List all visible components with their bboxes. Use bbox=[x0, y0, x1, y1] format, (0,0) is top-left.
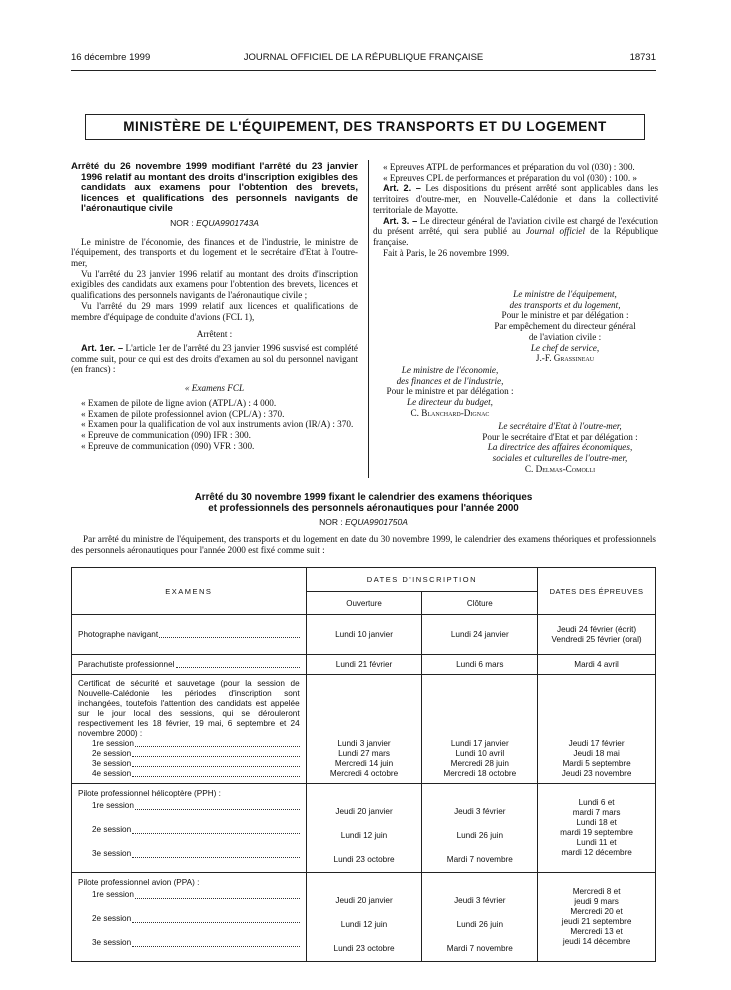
signature-role: Le ministre de l'équipement, bbox=[513, 289, 617, 299]
cloture-dates bbox=[422, 873, 538, 962]
epreuve-date: mardi 19 septembre bbox=[560, 828, 633, 837]
ouverture-date: Lundi 12 juin bbox=[340, 920, 388, 929]
epreuve-date: mardi 7 mars bbox=[572, 808, 621, 817]
arrete1-left-column bbox=[71, 162, 358, 451]
ouverture-date: Lundi 3 janvier bbox=[337, 739, 391, 748]
session-label: 2e session bbox=[92, 749, 132, 758]
article-3-label: Art. 3. – bbox=[383, 215, 418, 226]
ouverture-date: Jeudi 20 janvier bbox=[335, 896, 393, 905]
session-label: 2e session bbox=[92, 825, 132, 834]
ouverture-date: Lundi 10 janvier bbox=[306, 615, 422, 655]
ouverture-date: Lundi 23 octobre bbox=[333, 855, 395, 864]
signature-delegation: Pour le ministre et par délégation : bbox=[386, 386, 514, 397]
issue-date: 16 décembre 1999 bbox=[71, 52, 151, 63]
page-number: 18731 bbox=[629, 52, 656, 63]
journal-title: JOURNAL OFFICIEL DE LA RÉPUBLIQUE FRANÇAISE bbox=[243, 52, 484, 63]
session-label: 3e session bbox=[92, 759, 132, 768]
table-row bbox=[72, 655, 656, 675]
header-dates-inscription: DATES D'INSCRIPTION bbox=[306, 568, 538, 592]
cloture-dates bbox=[422, 784, 538, 873]
cloture-date: Lundi 26 juin bbox=[456, 831, 503, 840]
epreuve-date: Vendredi 25 février (oral) bbox=[551, 634, 642, 644]
epreuve-date: Mardi 5 septembre bbox=[562, 759, 631, 768]
ministry-banner: MINISTÈRE DE L'ÉQUIPEMENT, DES TRANSPORTS ET DU LOGEMENT bbox=[85, 114, 645, 140]
signature-title: Le directeur du budget, bbox=[407, 397, 493, 408]
epreuves-dates bbox=[538, 615, 656, 655]
cloture-date: Lundi 24 janvier bbox=[422, 615, 538, 655]
cloture-date: Lundi 10 avril bbox=[455, 749, 505, 758]
epreuve-date: Lundi 18 et bbox=[576, 818, 617, 827]
session-label: 1re session bbox=[92, 739, 134, 748]
epreuve-date: mardi 12 décembre bbox=[561, 848, 632, 857]
running-header bbox=[71, 52, 656, 66]
cloture-date: Jeudi 3 février bbox=[454, 807, 506, 816]
epreuve-date: jeudi 9 mars bbox=[574, 897, 619, 906]
nor-label: NOR : bbox=[319, 517, 343, 527]
header-rule bbox=[71, 70, 656, 71]
epreuve-date: jeudi 21 septembre bbox=[561, 917, 632, 926]
header-cloture: Clôture bbox=[422, 592, 538, 615]
arrete2-title-line: et professionnels des personnels aéronautiques pour l'année 2000 bbox=[208, 503, 519, 514]
fee-item: « Epreuve de communication (090) IFR : 300. bbox=[81, 429, 251, 440]
nor-label: NOR : bbox=[170, 217, 194, 228]
cloture-dates bbox=[422, 675, 538, 784]
ouverture-dates bbox=[306, 675, 422, 784]
arrete2-title bbox=[71, 492, 656, 514]
epreuve-date: Jeudi 24 février (écrit) bbox=[556, 624, 637, 634]
header-examens: EXAMENS bbox=[72, 568, 307, 615]
exam-cell bbox=[72, 784, 307, 873]
column-divider bbox=[368, 160, 369, 478]
article-3-text-end: de la République française. bbox=[373, 226, 659, 247]
article-1-text: L'article 1er de l'arrêté du 23 janvier 1996 susvisé est complété comme suit, pour ce qui est des droits d'examen au sol du personnel navigant (en francs) : bbox=[71, 343, 358, 375]
arrete1-para2: Vu l'arrêté du 23 janvier 1996 relatif au montant des droits d'inscription exigibles des candidats aux examens pour l'obtention des brevets, licences et qualifications des personnels navigants de l'aéronautique civile ; bbox=[71, 268, 358, 301]
epreuve-date: Mercredi 20 et bbox=[570, 907, 623, 916]
table-row bbox=[72, 675, 656, 784]
ouverture-date: Jeudi 20 janvier bbox=[335, 807, 393, 816]
signature-role: des transports et du logement, bbox=[509, 299, 621, 310]
cloture-date: Mercredi 18 octobre bbox=[443, 769, 517, 778]
session-label: 2e session bbox=[92, 914, 132, 923]
signature-title: Le chef de service, bbox=[530, 342, 600, 353]
table-row bbox=[72, 784, 656, 873]
article-2-text: Les dispositions du présent arrêté sont applicables dans les territoires d'outre-mer, en Nouvelle-Calédonie et dans la collectivité territoriale de Mayotte. bbox=[373, 183, 659, 215]
exam-name: Pilote professionnel hélicoptère (PPH) : bbox=[78, 789, 221, 798]
session-label: 4e session bbox=[92, 769, 132, 778]
session-label: 1re session bbox=[92, 890, 134, 899]
cloture-date: Jeudi 3 février bbox=[454, 896, 506, 905]
article-1-label: Art. 1er. – bbox=[81, 343, 124, 353]
epreuve-date: Jeudi 18 mai bbox=[573, 749, 620, 758]
article-3-text: Le directeur général de l'aviation civile est chargé de l'exécution du présent arrêté, qui sera publié au bbox=[373, 215, 658, 237]
signature-title: sociales et culturelles de l'outre-mer, bbox=[492, 453, 628, 464]
signature-role: des finances et de l'industrie, bbox=[396, 375, 504, 386]
fee-item: « Examen pour la qualification de vol aux instruments avion (IR/A) : 370. bbox=[81, 419, 354, 430]
epreuves-dates bbox=[538, 873, 656, 962]
arrete2-intro: Par arrêté du ministre de l'équipement, des transports et du logement en date du 30 novembre 1999, le calendrier des examens théoriques et professionnels des personnels aéronautiques pour l'année 2000 est fixé comme suit : bbox=[71, 534, 656, 555]
article-1 bbox=[71, 343, 358, 375]
ouverture-dates bbox=[306, 784, 422, 873]
cloture-date: Lundi 26 juin bbox=[456, 920, 503, 929]
fee-item: « Epreuves CPL de performances et préparation du vol (030) : 100. » bbox=[383, 172, 638, 183]
session-label: 3e session bbox=[92, 938, 132, 947]
epreuve-date: Mercredi 13 et bbox=[570, 927, 623, 936]
cloture-date: Mercredi 28 juin bbox=[450, 759, 509, 768]
epreuve-date: Mardi 4 avril bbox=[538, 655, 656, 675]
header-dates-epreuves: DATES DES ÉPREUVES bbox=[538, 568, 656, 615]
nor-code: EQUA9901743A bbox=[196, 217, 259, 228]
signature-role: Le secrétaire d'Etat à l'outre-mer, bbox=[498, 421, 622, 431]
journal-officiel-ref: Journal officiel bbox=[525, 226, 586, 237]
signatory-name: J.-F. Grassineau bbox=[535, 353, 595, 364]
ouverture-dates bbox=[306, 873, 422, 962]
exam-name: Certificat de sécurité et sauvetage (pour la session de Nouvelle-Calédonie les périodes d'inscription sont inchangées, toutefois l'attention des candidats est appelée sur le jour local des sessions, qui se dérouleront respectivement les 18 février, 19 mai, 6 septembre et 24 novembre 2000) : bbox=[78, 679, 300, 738]
exam-cell bbox=[72, 675, 307, 784]
ouverture-date: Lundi 27 mars bbox=[338, 749, 390, 758]
cloture-date: Mardi 7 novembre bbox=[446, 944, 513, 953]
epreuves-dates bbox=[538, 675, 656, 784]
signature-delegation: Par empêchement du directeur général bbox=[494, 321, 636, 332]
epreuve-date: Mercredi 8 et bbox=[572, 887, 621, 896]
epreuve-date: Jeudi 17 février bbox=[568, 739, 625, 748]
arretent: Arrêtent : bbox=[196, 329, 233, 340]
arrete2-title-line: Arrêté du 30 novembre 1999 fixant le calendrier des examens théoriques bbox=[194, 492, 533, 503]
fee-item: « Examen de pilote de ligne avion (ATPL/A) : 4 000. bbox=[81, 397, 277, 408]
signatory-name: C. Delmas-Comolli bbox=[524, 463, 596, 474]
cloture-date: Lundi 17 janvier bbox=[450, 739, 509, 748]
fait-a-paris: Fait à Paris, le 26 novembre 1999. bbox=[383, 247, 510, 258]
epreuve-date: Jeudi 23 novembre bbox=[561, 769, 632, 778]
fee-item: « Examen de pilote professionnel avion (CPL/A) : 370. bbox=[81, 408, 285, 419]
header-ouverture: Ouverture bbox=[306, 592, 422, 615]
nor-code: EQUA9901750A bbox=[345, 517, 408, 527]
exam-cell bbox=[72, 615, 307, 655]
epreuve-date: Lundi 11 et bbox=[576, 838, 617, 847]
fee-item: « Epreuves ATPL de performances et préparation du vol (030) : 300. bbox=[383, 162, 635, 172]
fee-item: « Epreuve de communication (090) VFR : 300. bbox=[81, 440, 255, 451]
session-label: 1re session bbox=[92, 801, 134, 810]
ouverture-date: Lundi 21 février bbox=[306, 655, 422, 675]
signature-equipement bbox=[470, 289, 660, 364]
epreuve-date: Lundi 6 et bbox=[578, 798, 615, 807]
arrete1-para1: Le ministre de l'économie, des finances et de l'industrie, le ministre de l'équipement, des transports et du logement et le secrétaire d'Etat à l'outre-mer, bbox=[71, 236, 358, 269]
signature-delegation: de l'aviation civile : bbox=[528, 331, 602, 342]
ouverture-date: Lundi 12 juin bbox=[340, 831, 388, 840]
exam-cell bbox=[72, 873, 307, 962]
ouverture-date: Mercredi 14 juin bbox=[334, 759, 394, 768]
signatory-name: C. Blanchard-Dignac bbox=[410, 407, 490, 418]
article-2-label: Art. 2. – bbox=[383, 183, 421, 194]
ouverture-date: Mercredi 4 octobre bbox=[329, 769, 399, 778]
table-row bbox=[72, 615, 656, 655]
arrete2-nor bbox=[71, 517, 656, 527]
ouverture-date: Lundi 23 octobre bbox=[333, 944, 395, 953]
examens-fcl-heading: « Examens FCL bbox=[184, 383, 245, 394]
table-row bbox=[72, 873, 656, 962]
arrete1-nor bbox=[71, 218, 358, 229]
arrete1-title: Arrêté du 26 novembre 1999 modifiant l'arrêté du 23 janvier 1996 relatif au montant des droits d'inscription exigibles des candidats aux examens pour l'obtention des brevets, licences et qualifications des personnels navigants de l'aéronautique civile bbox=[71, 161, 358, 215]
article-2 bbox=[373, 183, 658, 215]
signature-delegation: Pour le secrétaire d'Etat et par délégation : bbox=[482, 431, 638, 442]
arrete1-right-column bbox=[373, 162, 658, 258]
signature-delegation: Pour le ministre et par délégation : bbox=[501, 310, 629, 321]
cloture-date: Mardi 7 novembre bbox=[446, 855, 513, 864]
signature-role: Le ministre de l'économie, bbox=[401, 365, 499, 375]
cloture-date: Lundi 6 mars bbox=[422, 655, 538, 675]
epreuves-dates bbox=[538, 784, 656, 873]
epreuve-date: jeudi 14 décembre bbox=[562, 937, 631, 946]
exam-name: Photographe navigant bbox=[78, 629, 159, 639]
arrete1-para3: Vu l'arrêté du 29 mars 1999 relatif aux licences et qualifications de membre d'équipage de conduite d'avions (FCL 1), bbox=[71, 300, 358, 322]
exam-name: Parachutiste professionnel bbox=[78, 659, 175, 669]
exam-cell bbox=[72, 655, 307, 675]
session-label: 3e session bbox=[92, 849, 132, 858]
signature-economie bbox=[370, 365, 530, 419]
exam-name: Pilote professionnel avion (PPA) : bbox=[78, 878, 200, 887]
exam-calendar-table bbox=[71, 567, 656, 962]
signature-title: La directrice des affaires économiques, bbox=[487, 442, 633, 453]
signature-outre-mer bbox=[460, 421, 660, 475]
article-3 bbox=[373, 216, 658, 248]
